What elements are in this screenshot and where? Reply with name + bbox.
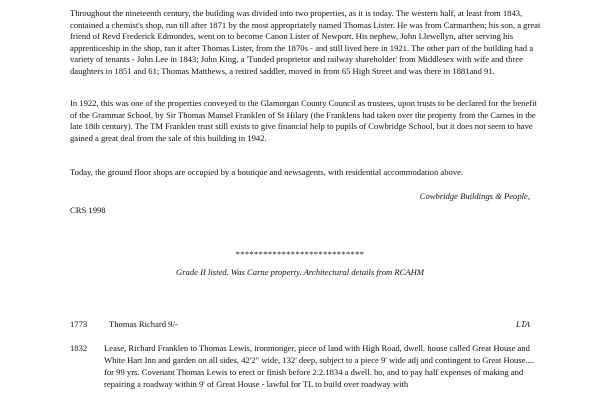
- paragraph-history: Throughout the nineteenth century, the building was divided into two properties, as it is today. The western half, at least from 1843, contained a chemist's shop, run till after 1871 by the most appropriately named Thomas Lister. He was from Carmarthen; his son, a great friend of Revd Frederick Edmondes, went on to become Canon Lister of Newport. His nephew, John Llewellyn, after serving his apprenticeship in the shop, ran it after Thomas Lister, from the 1870s - and still lived here in 1921. The other part of the building had a variety of tenants - John Lee in 1843; John King, a 'Tunded proprietor and railway shareholder' from Middlesex with wife and three daughters in 1851 and 61; Thomas Matthews, a retired saddler, moved in from 65 High Street and was there in 1881and 91.: [70, 8, 541, 76]
- paragraph-today: Today, the ground floor shops are occupied by a boutique and newsagents, with residential accommodation above.: [70, 167, 464, 177]
- entry-year-1832: 1832: [70, 343, 88, 353]
- listing-note: Grade II listed. Was Carne property. Architectural details from RCAHM: [175, 267, 424, 277]
- section-divider: ****************************: [235, 249, 365, 259]
- paragraph-1922-conveyance: In 1922, this was one of the properties conveyed to the Glamorgan County Council as trustees, upon trusts to be declared for the benefit of the Grammar School, by Sir Thomas Mansel Franklen of St Hilary (the Franklens had taken over the property from the Carnes in the late 18th century). The TM Franklen trust still exists to give financial help to pupils of Cowbridge School, but it does not seem to have gained a great deal from the sale of this building in 1942.: [70, 98, 537, 143]
- entry-text-1832: Lease, Richard Franklen to Thomas Lewis, ironmonger, piece of land with High Road, dwell. house called Great House and White Hart Inn and garden on all sides, 42'2" wide, 132' deep, subject to a piece 9' wide adj and contingent to Great House.... for 99 yrs. Covenant Thomas Lewis to erect or finish before 2.2.1834 a dwell. ho, and to pay half expenses of making and repairing a roadway within 9' of Great House - lawful for TL to build over roadway with: [104, 343, 535, 389]
- entry-reference-1773: LTA: [516, 319, 530, 329]
- entry-year-1773: 1773: [70, 319, 88, 329]
- entry-text-1773: Thomas Richard 9/-: [109, 319, 178, 329]
- source-attribution: Cowbridge Buildings & People,: [419, 191, 530, 201]
- source-line: CRS 1998: [70, 205, 106, 215]
